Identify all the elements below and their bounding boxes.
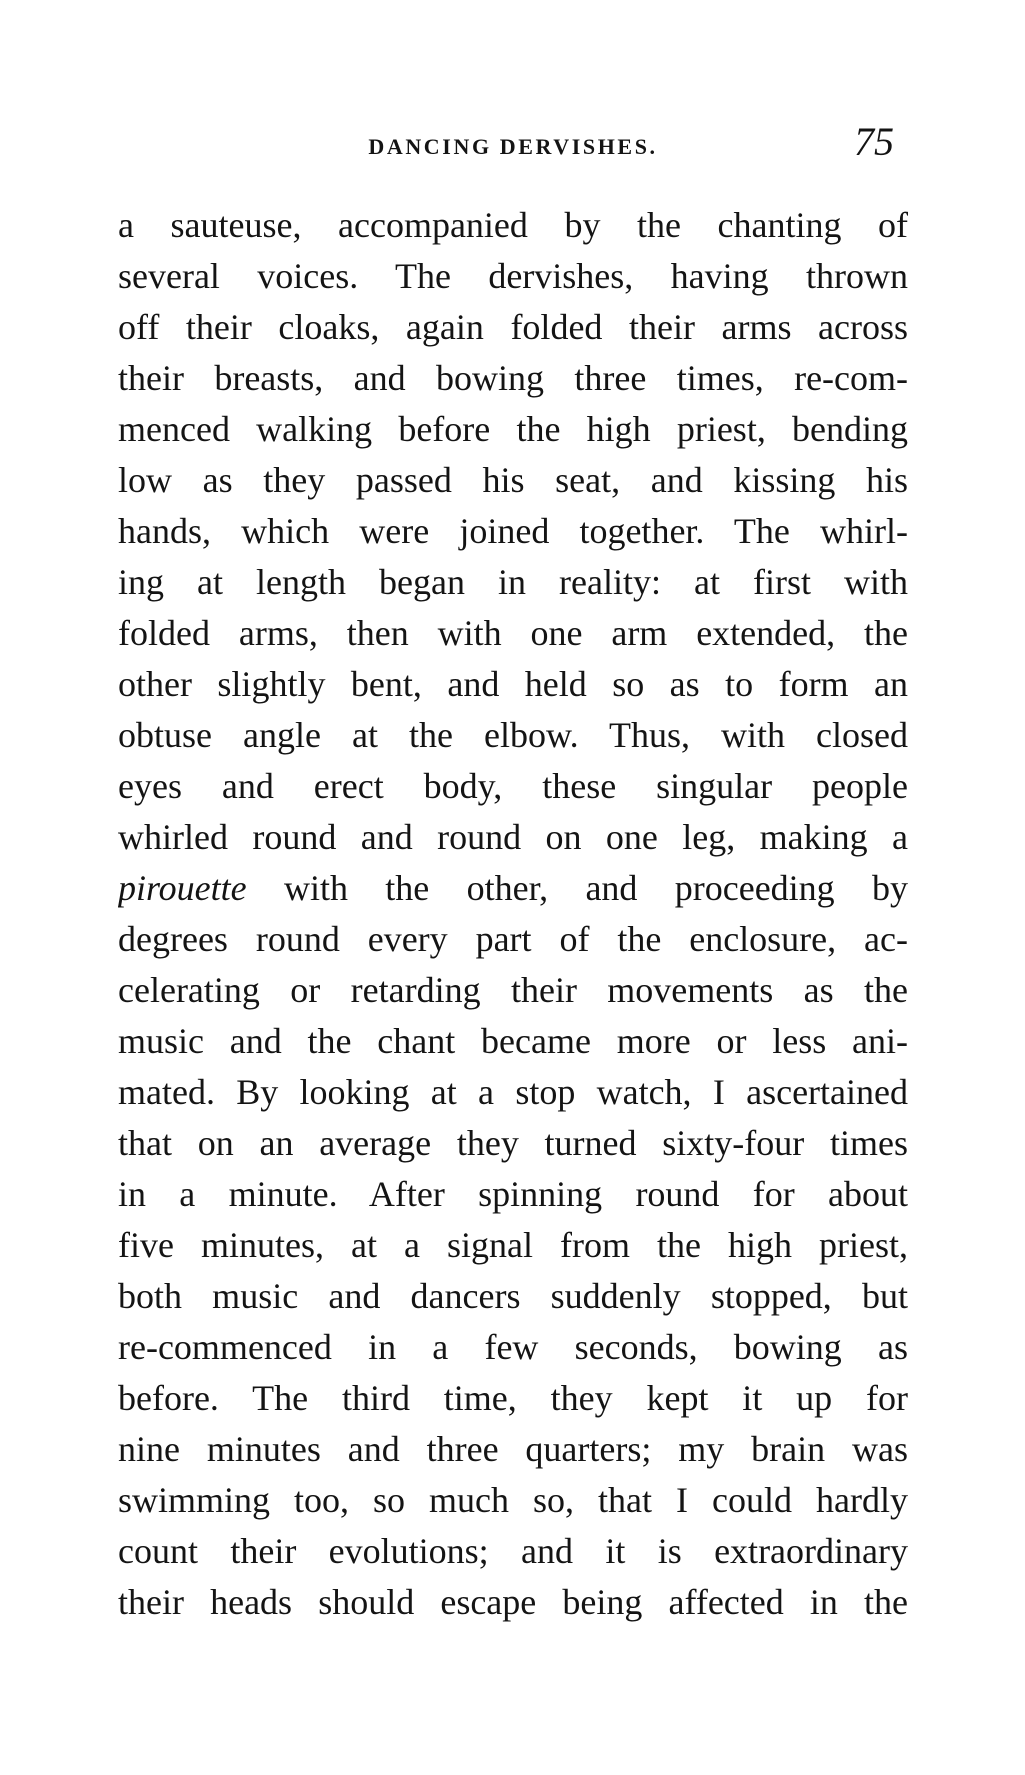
text-line: obtuse angle at the elbow. Thus, with closed [118,715,908,755]
text-line: other slightly bent, and held so as to form an [118,664,908,704]
text-line: music and the chant became more or less ani- [118,1021,908,1061]
text-line: hands, which were joined together. The whirl- [118,511,908,551]
line-remainder: with the other, and proceeding by [246,868,908,908]
text-line: count their evolutions; and it is extraordinary [118,1531,908,1571]
body-text [118,200,908,1628]
running-head [118,118,908,174]
text-line: before. The third time, they kept it up for [118,1378,908,1418]
text-line: ing at length began in reality: at first with [118,562,908,602]
running-title: DANCING DERVISHES. [368,134,658,159]
text-line: menced walking before the high priest, bending [118,409,908,449]
text-line: off their cloaks, again folded their arms across [118,307,908,347]
text-line: mated. By looking at a stop watch, I ascertained [118,1072,908,1112]
text-line: swimming too, so much so, that I could hardly [118,1480,908,1520]
text-line: folded arms, then with one arm extended, the [118,613,908,653]
text-line: in a minute. After spinning round for about [118,1174,908,1214]
text-line: re-commenced in a few seconds, bowing as [118,1327,908,1367]
text-line: whirled round and round on one leg, making a [118,817,908,857]
text-line [118,863,908,914]
page-number: 75 [854,119,894,164]
text-line: five minutes, at a signal from the high priest, [118,1225,908,1265]
text-line: celerating or retarding their movements as the [118,970,908,1010]
text-line: both music and dancers suddenly stopped, but [118,1276,908,1316]
italic-word: pirouette [118,868,247,908]
text-line: low as they passed his seat, and kissing his [118,460,908,500]
text-line: eyes and erect body, these singular people [118,766,908,806]
text-line: degrees round every part of the enclosure, ac- [118,919,908,959]
text-line: their breasts, and bowing three times, re-com- [118,358,908,398]
text-line: that on an average they turned sixty-four times [118,1123,908,1163]
text-line: several voices. The dervishes, having thrown [118,256,908,296]
text-line: nine minutes and three quarters; my brain was [118,1429,908,1469]
text-line: a sauteuse, accompanied by the chanting of [118,205,908,245]
text-line: their heads should escape being affected in the [118,1582,908,1622]
